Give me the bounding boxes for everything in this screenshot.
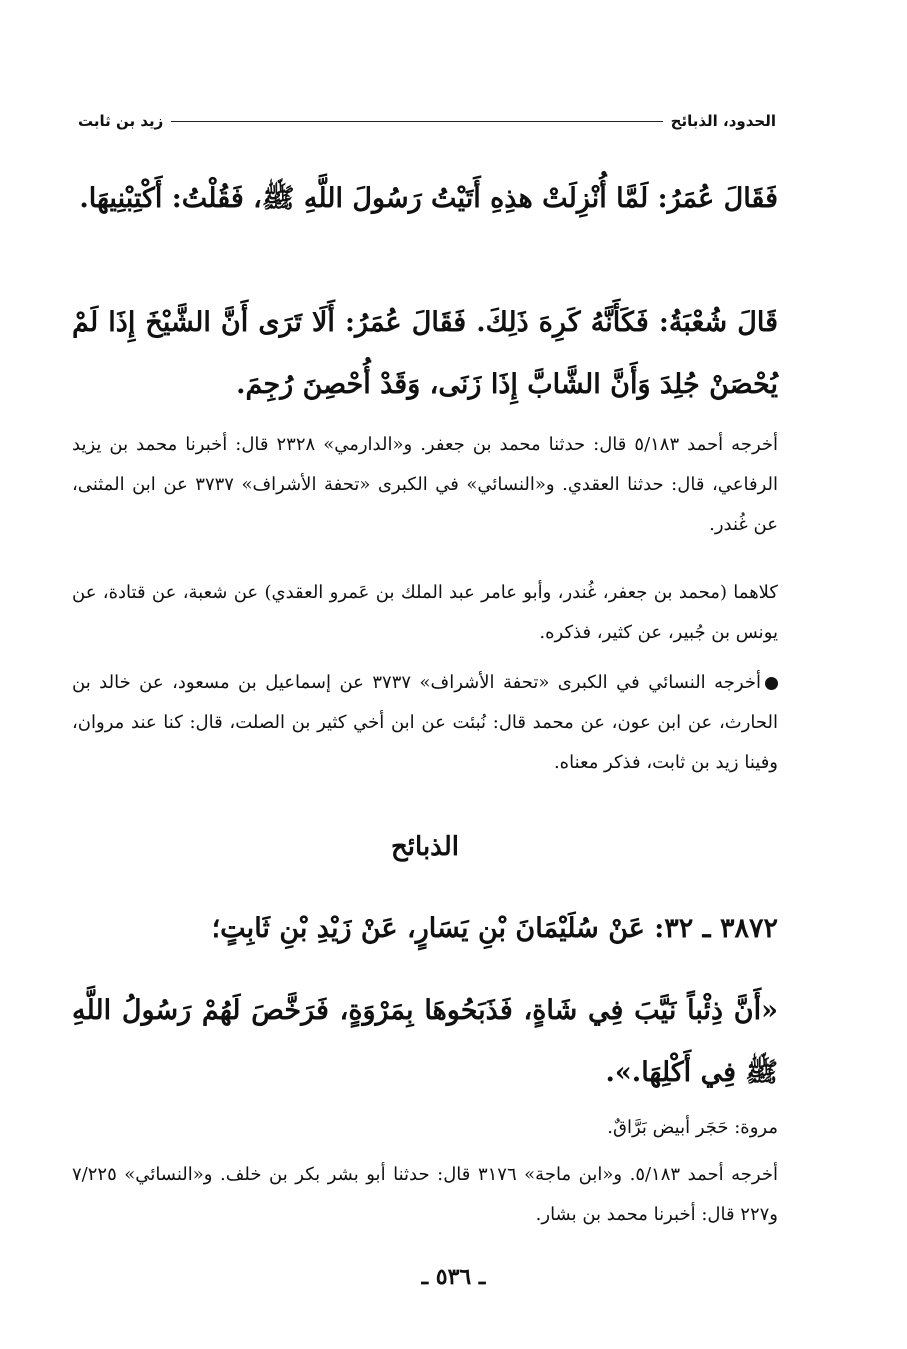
gloss-marwa: مروة: حَجَر أبيض بَرَّاقٌ. (607, 1117, 778, 1138)
takhrij-note-1: أخرجه أحمد ٥/١٨٣ قال: حدثنا محمد بن جعفر. و«الدارمي» ٢٣٢٨ قال: أخبرنا محمد بن يزيد الرفاعي، قال: حدثنا العقدي. و«النسائي» في الكبرى «تحفة الأشراف» ٣٧٣٧ عن ابن المثنى، عن غُندر. (72, 434, 779, 535)
header-narrator-name: زيد بن ثابت (78, 112, 164, 130)
running-header (78, 106, 776, 136)
hadith-text-umar: فَقَالَ عُمَرُ: لَمَّا أُنْزِلَتْ هذِهِ أَتَيْتُ رَسُولَ اللَّهِ ﷺ، فَقُلْتُ: أَكْتِبْنِيهَا. (79, 183, 778, 214)
header-rule (171, 121, 662, 122)
takhrij-note-3 (72, 663, 778, 783)
takhrij-note-2: كلاهما (محمد بن جعفر، غُندر، وأبو عامر عبد الملك بن عَمرو العقدي) عن شعبة، عن قتادة، عن يونس بن جُبير، عن كثير، فذكره. (72, 582, 778, 643)
page-number: ـ ٥٣٦ ـ (421, 1264, 486, 1290)
chapter-heading: الذبائح (391, 832, 459, 862)
hadith-text-shuba: قَالَ شُعْبَةُ: فَكَأَنَّهُ كَرِهَ ذَلِكَ. فَقَالَ عُمَرُ: أَلَا تَرَى أَنَّ الشَّيْخَ إِذَا لَمْ يُحْصَنْ جُلِدَ وَأَنَّ الشَّابَّ إِذَا زَنَى، وَقَدْ أُحْصِنَ رُجِمَ. (72, 307, 778, 400)
takhrij-note-3-text: أخرجه النسائي في الكبرى «تحفة الأشراف» ٣٧٣٧ عن إسماعيل بن مسعود، عن خالد بن الحارث، عن ابن عون، عن محمد قال: نُبئت عن ابن أخي كثير بن الصلت، قال: كنا عند مروان، وفينا زيد بن ثابت، فذكر معناه. (72, 672, 778, 773)
hadith-text-wolf: «أَنَّ ذِئْباً نَيَّبَ فِي شَاةٍ، فَذَبَحُوهَا بِمَرْوَةٍ، فَرَخَّصَ لَهُمْ رَسُولُ اللَّهِ ﷺ فِي أَكْلِهَا.». (72, 995, 778, 1088)
header-section-title: الحدود، الذبائح (670, 112, 776, 130)
hadith-isnad-heading: ٣٨٧٢ ـ ٣٢: عَنْ سُلَيْمَانَ بْنِ يَسَارٍ، عَنْ زَيْدِ بْنِ ثَابِتٍ؛ (211, 913, 778, 944)
bullet-icon (765, 677, 778, 690)
takhrij-note-4: أخرجه أحمد ٥/١٨٣. و«ابن ماجة» ٣١٧٦ قال: حدثنا أبو بشر بكر بن خلف. و«النسائي» ٧/٢٢٥ و٢٢٧ قال: أخبرنا محمد بن بشار. (72, 1164, 778, 1225)
